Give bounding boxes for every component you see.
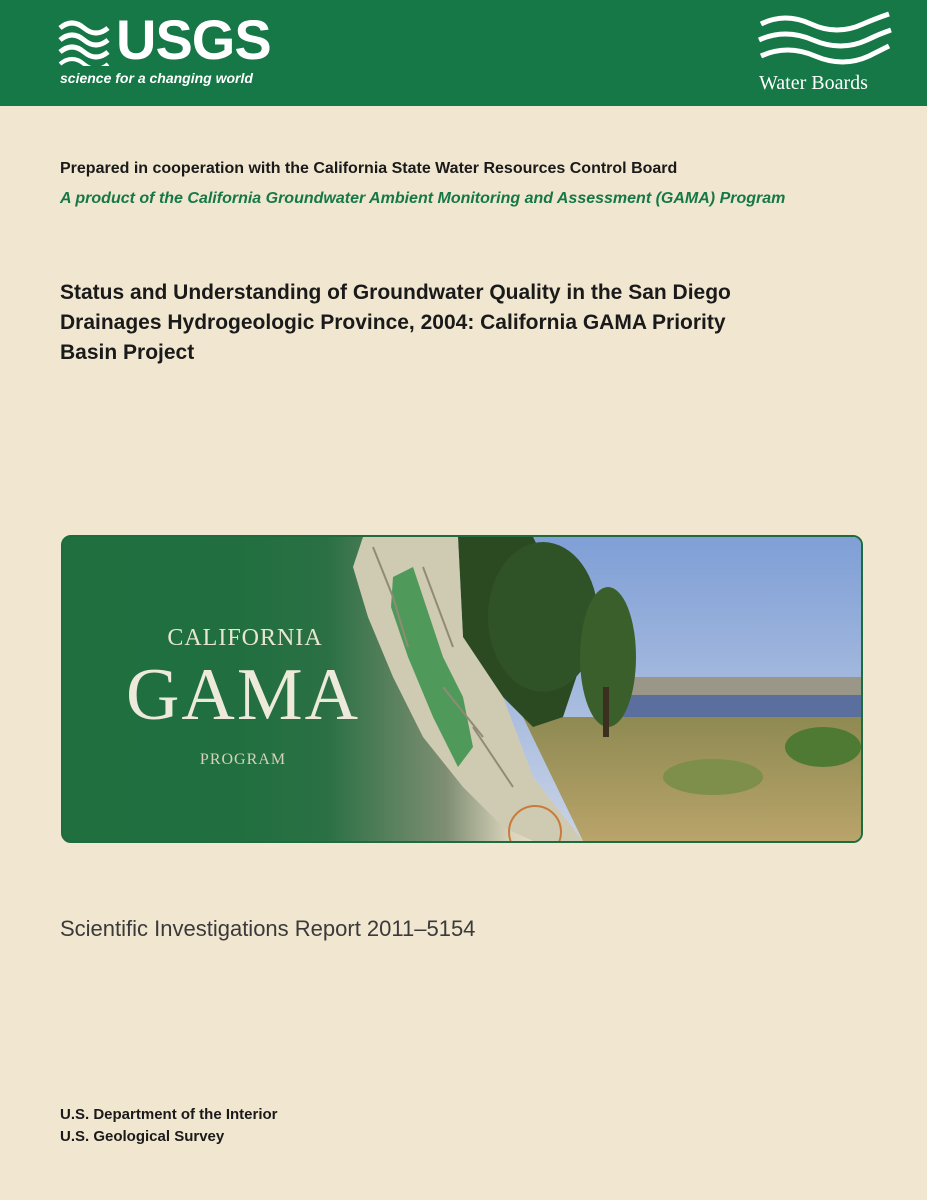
title-line: Drainages Hydrogeologic Province, 2004: California GAMA Priority	[60, 311, 726, 334]
banner-program: PROGRAM	[199, 751, 287, 768]
water-boards-label: Water Boards	[759, 72, 868, 94]
program-statement: A product of the California Groundwater Ambient Monitoring and Assessment (GAMA) Program	[60, 190, 786, 207]
report-title	[60, 278, 840, 368]
water-waves-icon	[755, 10, 895, 68]
banner-california: CALIFORNIA	[167, 625, 323, 651]
department-name: U.S. Department of the Interior	[60, 1106, 278, 1123]
water-boards-logo	[755, 10, 895, 98]
department-block	[60, 1104, 278, 1148]
agency-name: U.S. Geological Survey	[60, 1128, 225, 1145]
title-line: Status and Understanding of Groundwater Quality in the San Diego	[60, 281, 731, 304]
usgs-logo	[58, 8, 271, 94]
usgs-wordmark: USGS	[116, 8, 271, 71]
title-line: Basin Project	[60, 341, 195, 364]
header-bar	[0, 0, 927, 106]
usgs-tagline: science for a changing world	[60, 70, 253, 86]
usgs-wave-icon	[58, 14, 110, 66]
gama-banner	[61, 535, 863, 843]
banner-gama: GAMA	[125, 654, 361, 736]
cooperation-statement: Prepared in cooperation with the California State Water Resources Control Board	[60, 160, 678, 177]
report-number: Scientific Investigations Report 2011–5154	[60, 916, 476, 941]
